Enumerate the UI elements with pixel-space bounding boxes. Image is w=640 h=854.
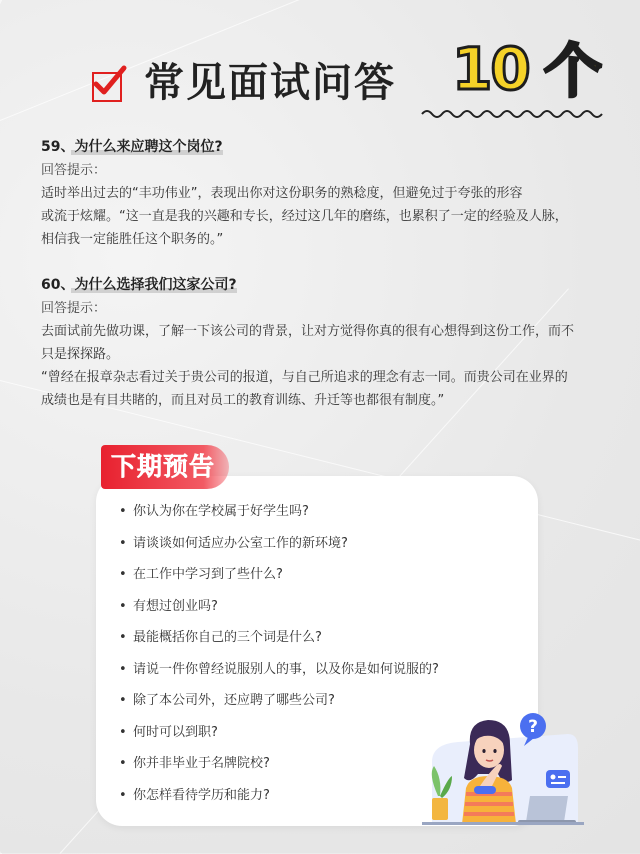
desk-line	[422, 822, 584, 825]
hint-label: 回答提示：	[41, 301, 107, 316]
list-item: • 在工作中学习到了些什么?	[119, 559, 439, 591]
title-unit: 个	[544, 37, 603, 105]
title-number: 10	[452, 35, 529, 103]
answer-line: 成绩也是有目共睹的，而且对员工的教育训练、升迁等也都很有制度。”	[41, 393, 445, 408]
list-item: • 除了本公司外，还应聘了哪些公司?	[119, 685, 439, 717]
answer-line: 相信我一定能胜任这个职务的。”	[41, 232, 224, 247]
checkbox-icon	[92, 72, 122, 102]
page-title: 常见面试问答	[144, 60, 396, 106]
squiggle-decoration	[420, 106, 610, 122]
preview-badge: 下期预告	[101, 445, 229, 489]
answer-line: “曾经在报章杂志看过关于贵公司的报道，与自己所追求的理念有志一同。而贵公司在业界的	[41, 370, 568, 385]
chat-icon	[546, 770, 570, 788]
answer-line: 适时举出过去的“丰功伟业”，表现出你对这份职务的熟稔度，但避免过于夸张的形容	[41, 186, 523, 201]
list-item: • 你怎样看待学历和能力?	[119, 780, 439, 812]
answer-line: 只是探探路。	[41, 347, 120, 362]
qa-block-59	[41, 136, 601, 251]
answer-line: 去面试前先做功课，了解一下该公司的背景，让对方觉得你真的很有心想得到这份工作，而不	[41, 324, 575, 339]
answer-line: 或流于炫耀。“这一直是我的兴趣和专长，经过这几年的磨练，也累积了一定的经验及人脉，	[41, 209, 568, 224]
woman-figure	[462, 720, 516, 824]
list-item: • 请说一件你曾经说服别人的事，以及你是如何说服的?	[119, 654, 439, 686]
list-item: • 有想过创业吗?	[119, 591, 439, 623]
list-item: • 你并非毕业于名牌院校?	[119, 748, 439, 780]
list-item: • 你认为你在学校属于好学生吗?	[119, 496, 439, 528]
hint-label: 回答提示：	[41, 163, 107, 178]
thinking-woman-illustration	[418, 704, 588, 829]
list-item: • 请谈谈如何适应办公室工作的新环境?	[119, 528, 439, 560]
list-item: • 最能概括你自己的三个词是什么?	[119, 622, 439, 654]
qa-block-60	[41, 274, 601, 412]
preview-list	[119, 496, 439, 811]
svg-text:?: ?	[528, 717, 538, 737]
question-title: 59、为什么来应聘这个岗位?	[41, 136, 223, 159]
header	[0, 0, 640, 140]
question-title: 60、为什么选择我们这家公司?	[41, 274, 237, 297]
list-item: • 何时可以到职?	[119, 717, 439, 749]
